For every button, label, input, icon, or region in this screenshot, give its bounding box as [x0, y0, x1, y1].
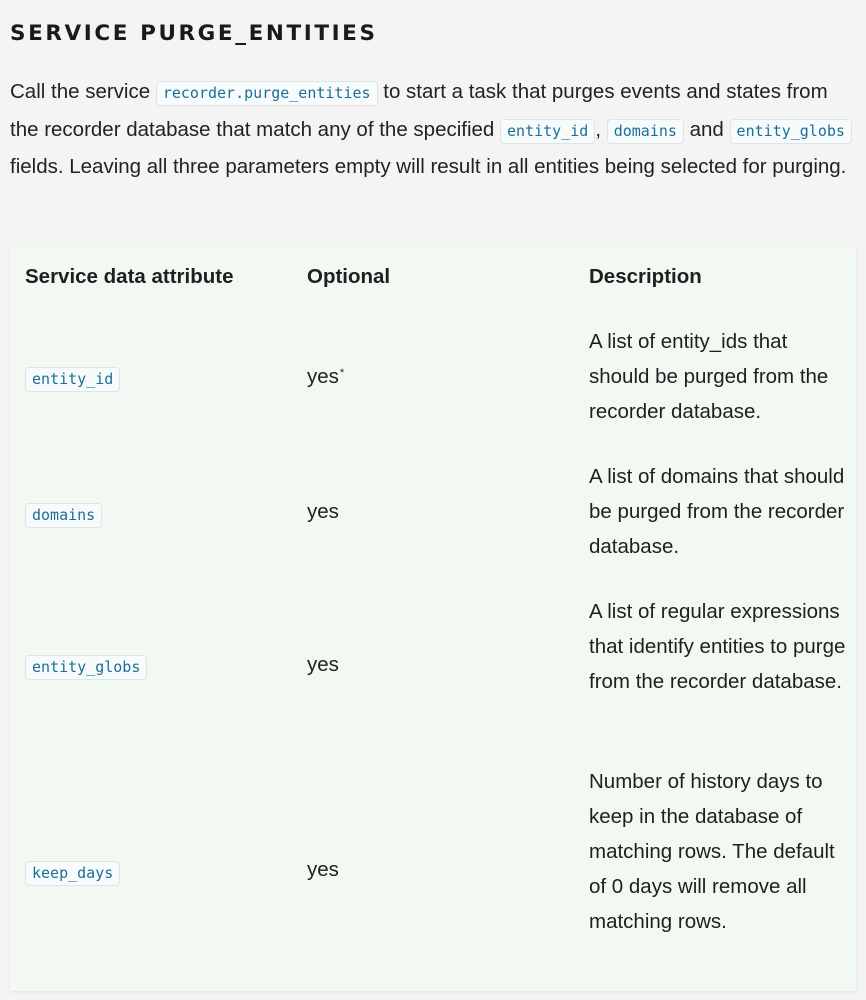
header-description: Description — [589, 265, 702, 288]
optional-value — [307, 653, 339, 677]
domains-code: domains — [607, 119, 684, 144]
optional-value — [307, 858, 339, 882]
intro-text: to start a task that purges events and states from the recorder database that match any of the specified — [10, 80, 828, 141]
attribute-code: keep_days — [25, 861, 120, 886]
header-optional: Optional — [307, 265, 391, 288]
optional-text: yes — [307, 858, 339, 881]
footnote-marker: * — [339, 367, 345, 379]
description-text: A list of domains that should be purged from the recorder database. — [589, 465, 845, 558]
optional-value — [307, 500, 339, 524]
attribute-code: domains — [25, 503, 102, 528]
description-text: A list of regular expressions that identify entities to purge from the recorder database. — [589, 600, 846, 693]
header-attribute: Service data attribute — [25, 265, 234, 288]
optional-text: yes — [307, 500, 339, 523]
intro-text: fields. Leaving all three parameters empty will result in all entities being selected for purging. — [10, 155, 847, 178]
intro-text: Call the service — [10, 80, 156, 103]
entity-id-code: entity_id — [500, 119, 595, 144]
service-data-table — [10, 245, 856, 991]
attribute-code: entity_globs — [25, 655, 147, 680]
entity-globs-code: entity_globs — [730, 119, 852, 144]
description-text: A list of entity_ids that should be purged from the recorder database. — [589, 330, 829, 423]
intro-paragraph — [10, 74, 856, 185]
attribute-code: entity_id — [25, 367, 120, 392]
section-heading: SERVICE PURGE_ENTITIES — [10, 21, 378, 46]
service-code: recorder.purge_entities — [156, 81, 378, 106]
optional-value — [307, 365, 344, 389]
description-text: Number of history days to keep in the database of matching rows. The default of 0 days will remove all matching rows. — [589, 770, 835, 933]
intro-and: and — [683, 117, 730, 141]
intro-comma: , — [595, 117, 607, 141]
optional-text: yes — [307, 653, 339, 676]
optional-text: yes — [307, 365, 339, 388]
